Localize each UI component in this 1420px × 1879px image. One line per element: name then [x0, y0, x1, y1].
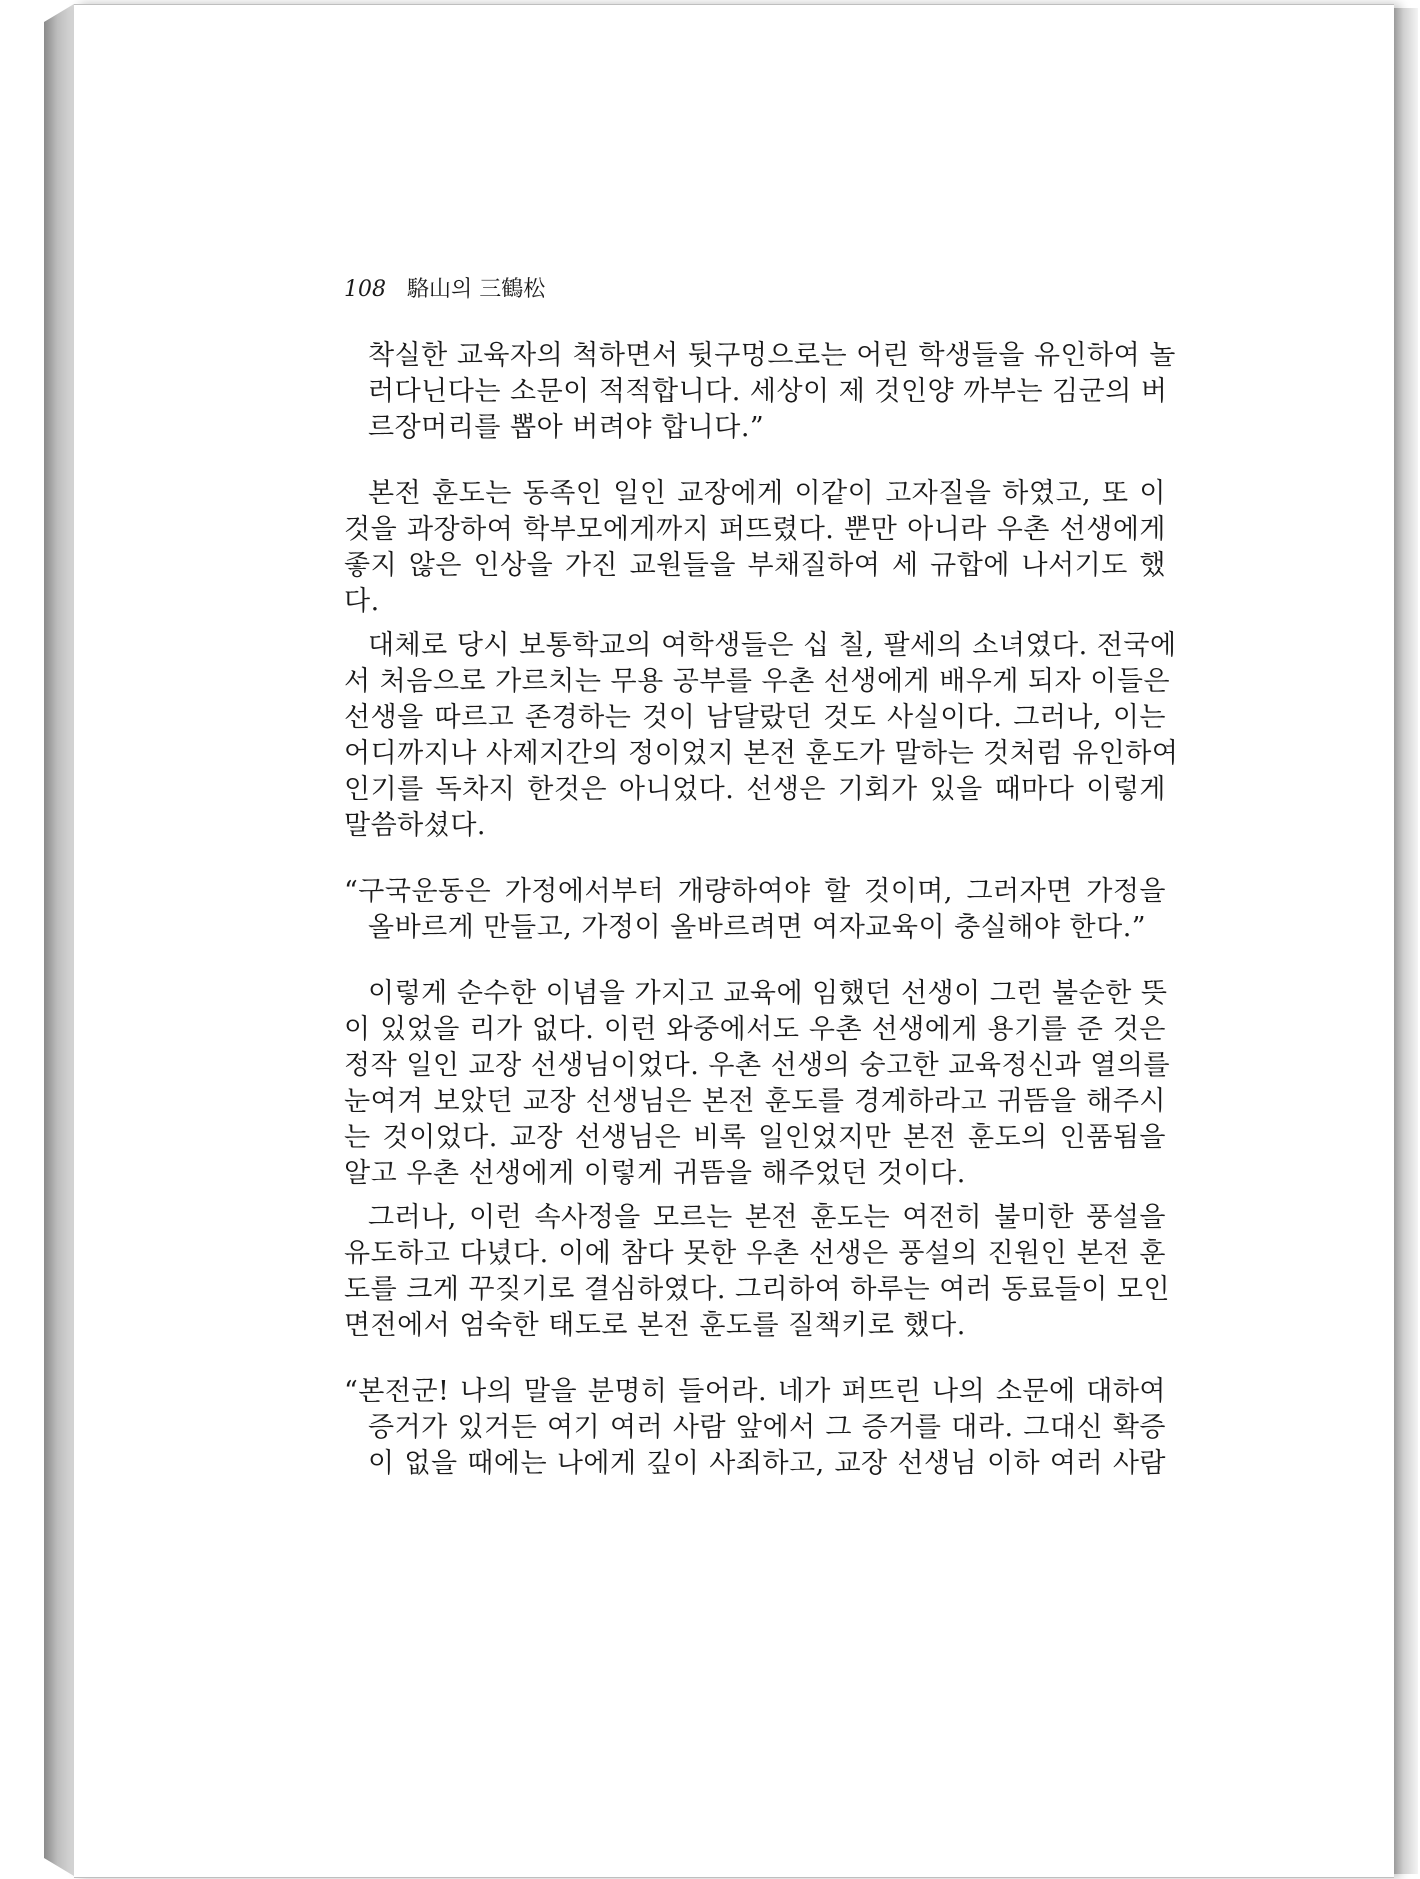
text-line: 어디까지나 사제지간의 정이었지 본전 훈도가 말하는 것처럼 유인하여	[344, 738, 1179, 769]
text-line: 면전에서 엄숙한 태도로 본전 훈도를 질책키로 했다.	[344, 1310, 966, 1341]
quote-2	[344, 874, 1166, 946]
page-body	[344, 338, 1179, 1482]
text-line: 눈여겨 보았던 교장 선생님은 본전 훈도를 경계하라고 귀뜸을 해주시	[344, 1086, 1166, 1117]
text-line: 르장머리를 뽑아 버려야 합니다.”	[368, 412, 765, 443]
page-shadow	[1394, 8, 1418, 1874]
page-number: 108	[344, 277, 386, 302]
text-line: 는 것이었다. 교장 선생님은 비록 일인었지만 본전 훈도의 인품됨을	[344, 1122, 1166, 1153]
text-line: “구국운동은 가정에서부터 개량하여야 할 것이며, 그러자면 가정을	[344, 876, 1166, 907]
text-line: “본전군! 나의 말을 분명히 들어라. 네가 퍼뜨린 나의 소문에 대하여	[344, 1376, 1166, 1407]
text-line: 대체로 당시 보통학교의 여학생들은 십 칠, 팔세의 소녀였다. 전국에	[368, 630, 1177, 661]
text-line: 선생을 따르고 존경하는 것이 남달랐던 것도 사실이다. 그러나, 이는	[344, 702, 1166, 733]
text-line: 유도하고 다녔다. 이에 참다 못한 우촌 선생은 풍설의 진원인 본전 훈	[344, 1238, 1166, 1269]
paragraph-3	[344, 976, 1171, 1192]
quote-1	[344, 338, 1176, 446]
text-line: 도를 크게 꾸짖기로 결심하였다. 그리하여 하루는 여러 동료들이 모인	[344, 1274, 1171, 1305]
text-line: 러다닌다는 소문이 적적합니다. 세상이 제 것인양 까부는 김군의 버	[368, 376, 1168, 407]
text-line: 증거가 있거든 여기 여러 사람 앞에서 그 증거를 대라. 그대신 확증	[368, 1412, 1166, 1443]
running-head	[344, 272, 545, 303]
text-line: 이 있었을 리가 없다. 이런 와중에서도 우촌 선생에게 용기를 준 것은	[344, 1014, 1166, 1045]
book-title: 駱山의 三鶴松	[407, 277, 546, 302]
text-line: 서 처음으로 가르치는 무용 공부를 우촌 선생에게 배우게 되자 이들은	[344, 666, 1171, 697]
text-line: 이 없을 때에는 나에게 깊이 사죄하고, 교장 선생님 이하 여러 사람	[368, 1448, 1166, 1479]
text-line: 착실한 교육자의 척하면서 뒷구멍으로는 어린 학생들을 유인하여 놀	[368, 340, 1176, 371]
text-line: 정작 일인 교장 선생님이었다. 우촌 선생의 숭고한 교육정신과 열의를	[344, 1050, 1171, 1081]
text-line: 올바르게 만들고, 가정이 올바르려면 여자교육이 충실해야 한다.”	[368, 912, 1147, 943]
page-stack-edge	[44, 4, 74, 1876]
paragraph-2	[344, 628, 1179, 844]
text-line: 알고 우촌 선생에게 이렇게 귀뜸을 해주었던 것이다.	[344, 1158, 966, 1189]
text-line: 본전 훈도는 동족인 일인 교장에게 이같이 고자질을 하였고, 또 이	[368, 478, 1166, 509]
quote-3	[344, 1374, 1166, 1482]
paragraph-1	[344, 476, 1166, 620]
text-line: 다.	[344, 586, 380, 617]
text-line: 말씀하셨다.	[344, 810, 486, 841]
text-line: 것을 과장하여 학부모에게까지 퍼뜨렸다. 뿐만 아니라 우촌 선생에게	[344, 514, 1166, 545]
text-line: 이렇게 순수한 이념을 가지고 교육에 임했던 선생이 그런 불순한 뜻	[368, 978, 1168, 1009]
text-line: 좋지 않은 인상을 가진 교원들을 부채질하여 세 규합에 나서기도 했	[344, 550, 1166, 581]
text-line: 그러나, 이런 속사정을 모르는 본전 훈도는 여전히 불미한 풍설을	[368, 1202, 1166, 1233]
paragraph-4	[344, 1200, 1171, 1344]
text-line: 인기를 독차지 한것은 아니었다. 선생은 기회가 있을 때마다 이렇게	[344, 774, 1166, 805]
